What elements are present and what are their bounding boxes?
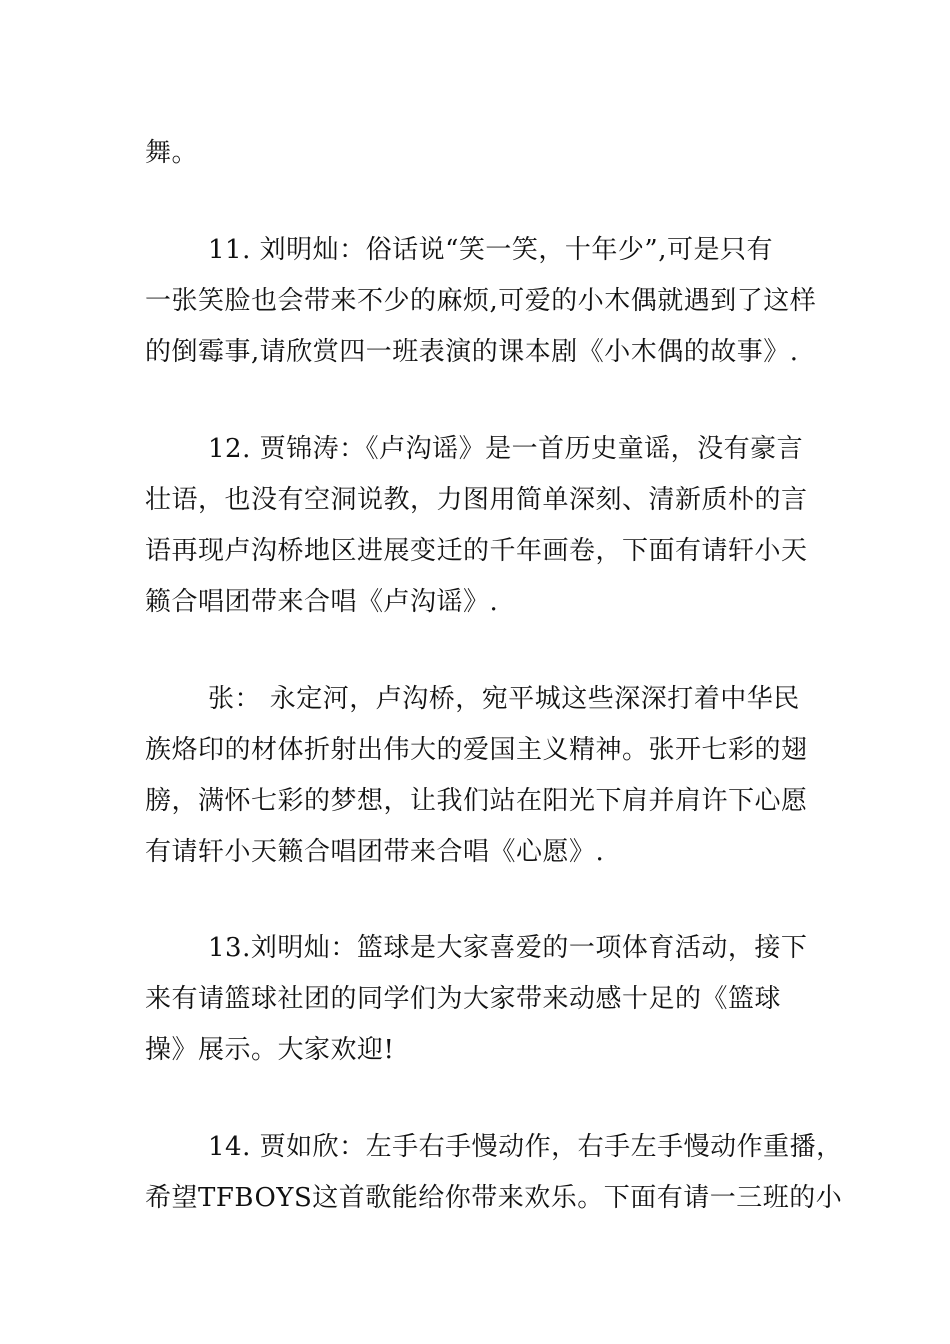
- paragraph-line: 舞。: [145, 138, 199, 168]
- paragraph-line: 13.刘明灿：篮球是大家喜爱的一项体育活动，接下: [208, 933, 808, 963]
- paragraph-line: 语再现卢沟桥地区进展变迁的千年画卷，下面有请轩小天: [145, 536, 808, 566]
- paragraph-line: 张： 永定河，卢沟桥，宛平城这些深深打着中华民: [208, 684, 800, 714]
- paragraph-line: 来有请篮球社团的同学们为大家带来动感十足的《篮球: [145, 984, 782, 1014]
- paragraph-line: 14. 贾如欣：左手右手慢动作，右手左手慢动作重播，: [208, 1132, 843, 1162]
- paragraph-line: 膀，满怀七彩的梦想，让我们站在阳光下肩并肩许下心愿: [145, 786, 808, 816]
- paragraph-line: 有请轩小天籁合唱团带来合唱《心愿》.: [145, 837, 605, 867]
- paragraph-line: 壮语，也没有空洞说教，力图用简单深刻、清新质朴的言: [145, 485, 808, 515]
- paragraph-line: 11. 刘明灿：俗话说“笑一笑，十年少”,可是只有: [208, 235, 773, 265]
- paragraph-line: 族烙印的材体折射出伟大的爱国主义精神。张开七彩的翅: [145, 735, 808, 765]
- paragraph-line: 希望TFBOYS这首歌能给你带来欢乐。下面有请一三班的小: [145, 1183, 843, 1213]
- paragraph-line: 操》展示。大家欢迎!: [145, 1035, 395, 1065]
- paragraph-line: 的倒霉事,请欣赏四一班表演的课本剧《小木偶的故事》.: [145, 337, 799, 367]
- paragraph-line: 籁合唱团带来合唱《卢沟谣》.: [145, 587, 499, 617]
- paragraph-line: 12. 贾锦涛：《卢沟谣》是一首历史童谣，没有豪言: [208, 434, 804, 464]
- paragraph-line: 一张笑脸也会带来不少的麻烦,可爱的小木偶就遇到了这样: [145, 286, 817, 316]
